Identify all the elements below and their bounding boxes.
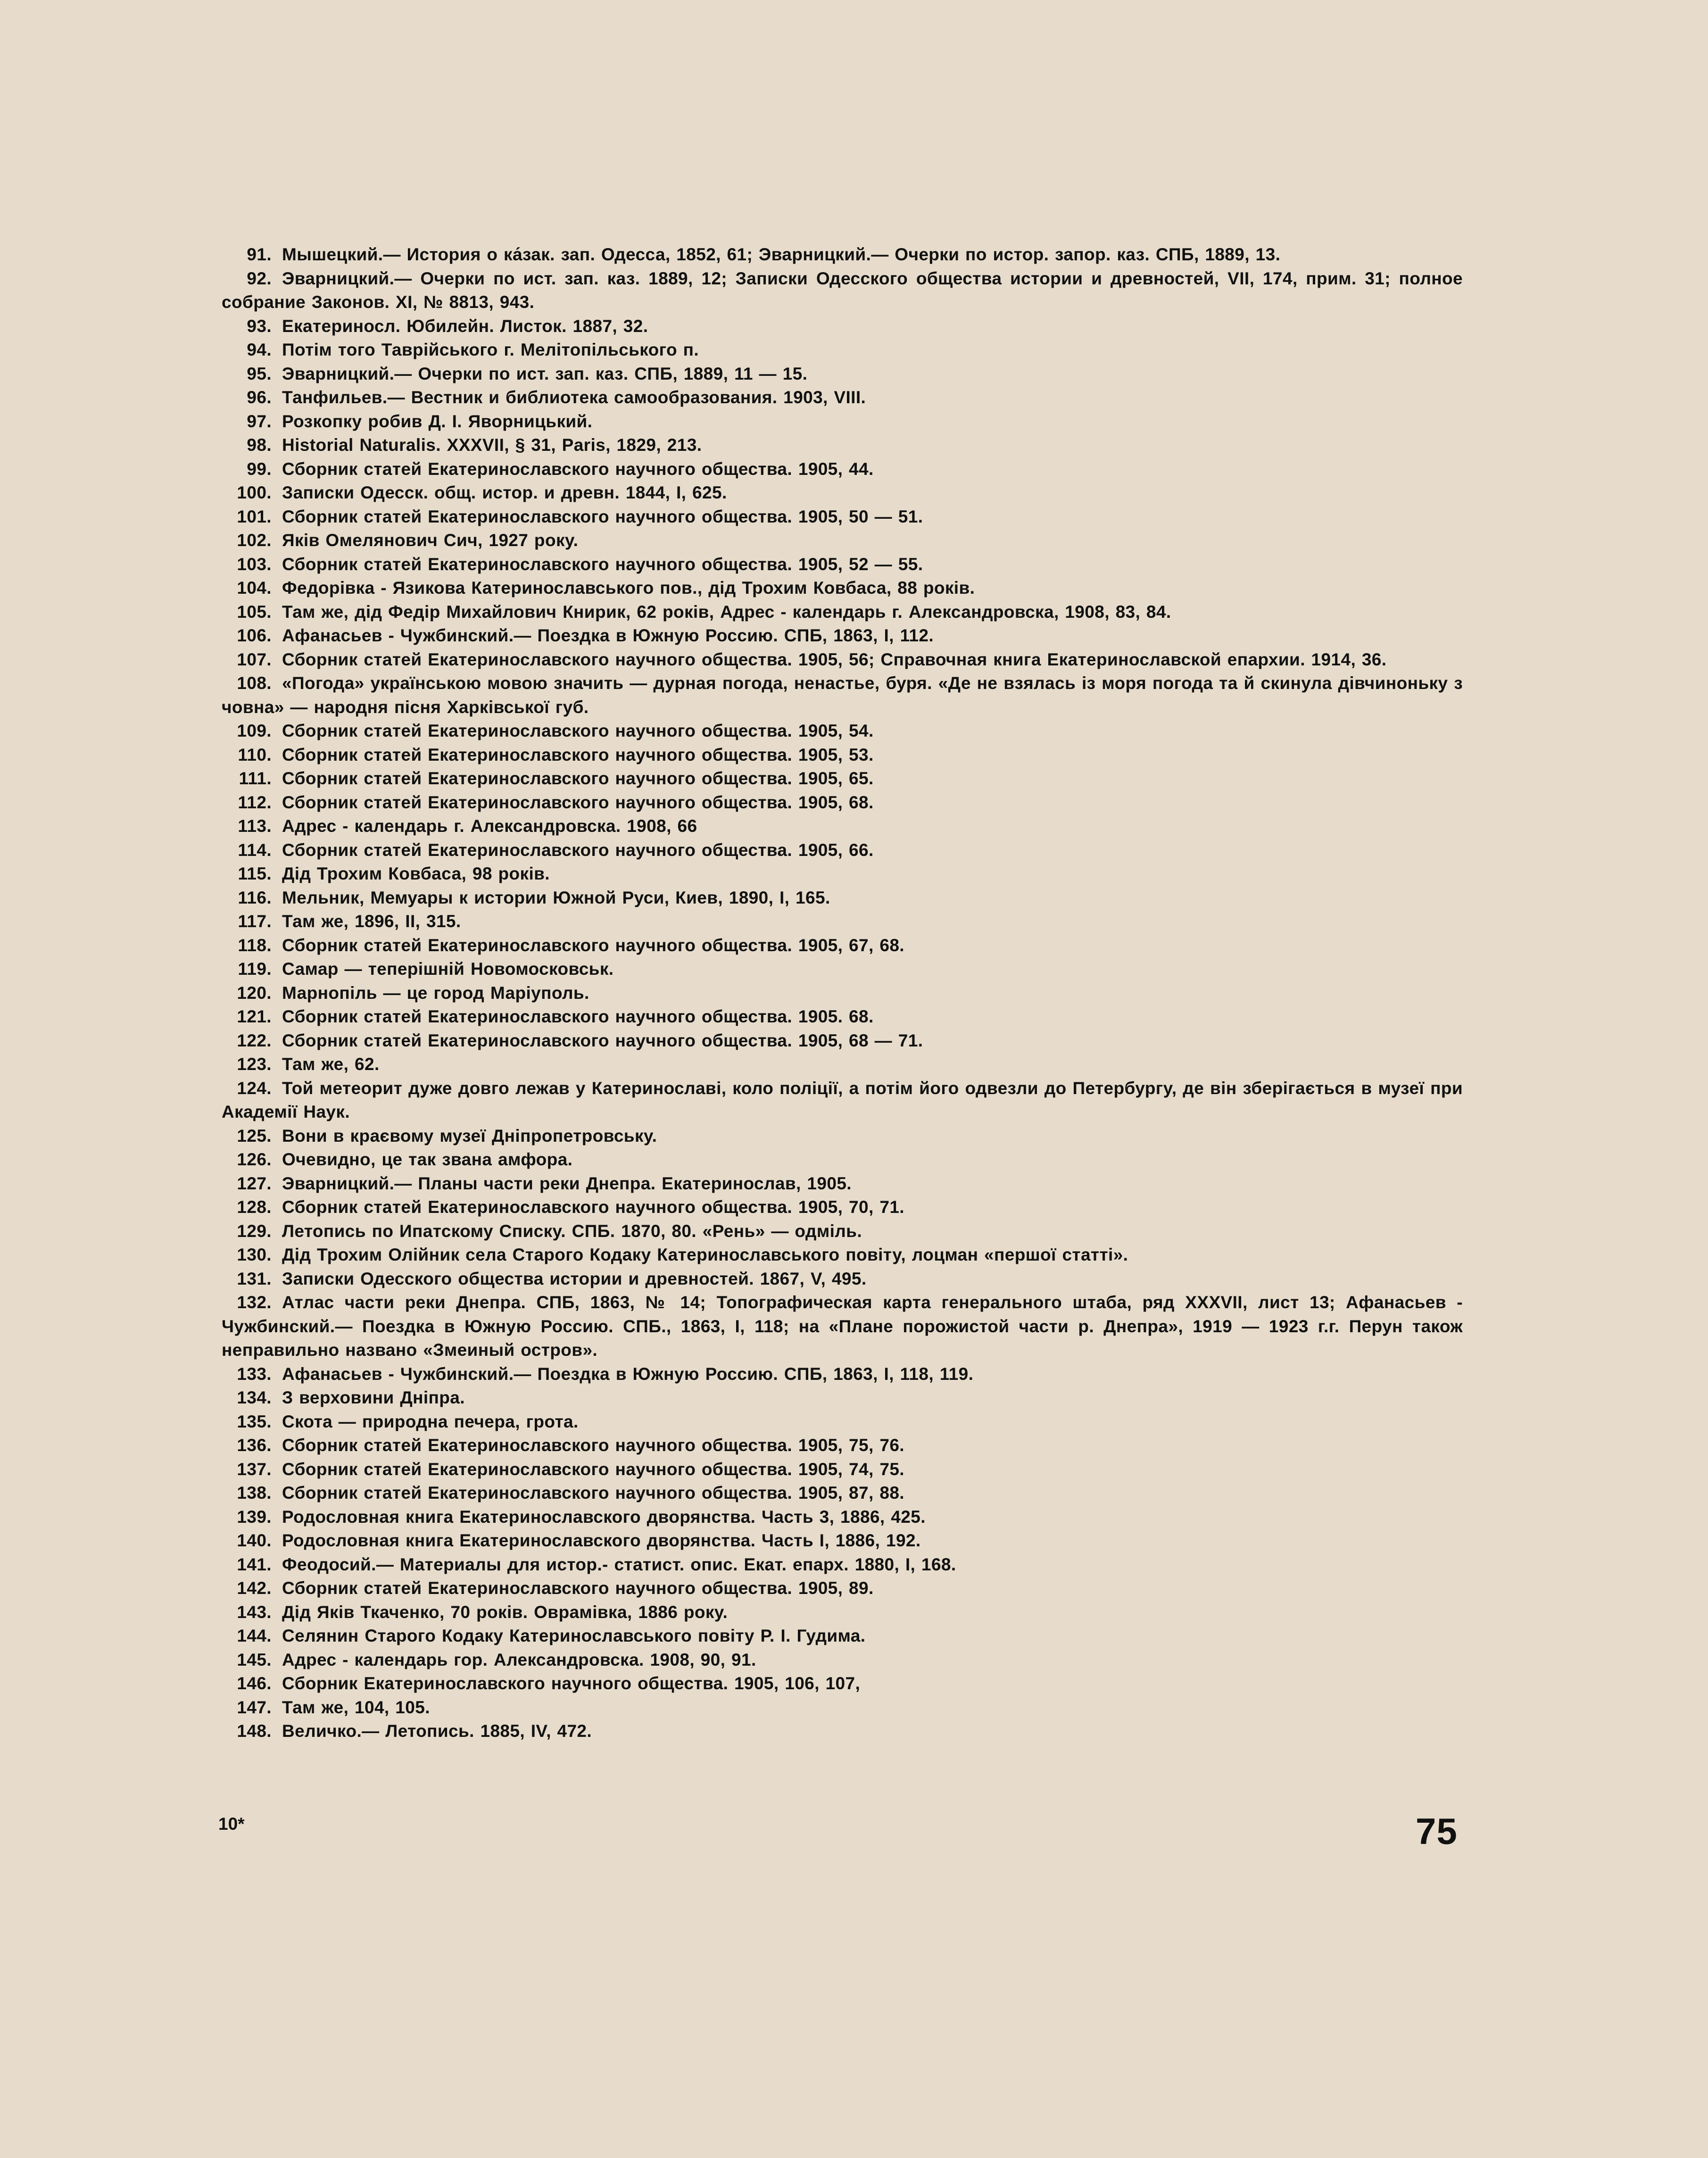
endnote-item — [222, 719, 1463, 743]
endnote-item — [222, 624, 1463, 648]
endnote-item — [222, 362, 1463, 386]
endnote-item — [222, 1243, 1463, 1267]
endnote-text: Афанасьев - Чужбинский.— Поездка в Южную Россию. СПБ, 1863, I, 118, 119. — [282, 1364, 974, 1384]
endnote-item — [222, 529, 1463, 553]
endnote-text: Потім того Таврійського г. Мелітопільського п. — [282, 340, 699, 359]
endnote-number: 148. — [237, 1721, 272, 1741]
endnote-text: Сборник статей Екатеринославского научного общества. 1905, 53. — [282, 745, 874, 764]
endnote-item — [222, 576, 1463, 600]
endnote-number: 113. — [238, 816, 272, 836]
endnote-item — [222, 1410, 1463, 1434]
endnote-number: 141. — [237, 1554, 272, 1574]
endnote-number: 110. — [238, 745, 272, 764]
endnote-number: 109. — [237, 721, 272, 740]
endnote-item — [222, 1481, 1463, 1505]
endnote-text: Сборник статей Екатеринославского научного общества. 1905, 52 — 55. — [282, 554, 923, 574]
endnote-text: Скота — природна печера, грота. — [282, 1411, 579, 1431]
endnote-number: 111. — [239, 769, 272, 788]
endnote-item — [222, 934, 1463, 958]
endnote-item — [222, 814, 1463, 838]
endnote-item — [222, 1648, 1463, 1672]
endnote-text: Дід Яків Ткаченко, 70 років. Оврамівка, 1886 року. — [282, 1602, 728, 1622]
endnote-item — [222, 1267, 1463, 1291]
endnote-number: 95. — [247, 364, 272, 383]
endnote-number: 119. — [238, 959, 272, 979]
endnote-item — [222, 1434, 1463, 1458]
endnote-number: 134. — [237, 1388, 272, 1407]
endnote-text: З верховини Дніпра. — [282, 1388, 465, 1407]
endnote-text: Сборник статей Екатеринославского научного общества. 1905, 74, 75. — [282, 1459, 904, 1479]
endnote-text: «Погода» українською мовою значить — дурная погода, ненастье, буря. «Де не взялась із моря погода та й скинула дівчиноньку з човна» — народня пісня Харківської губ. — [222, 673, 1463, 717]
endnote-item — [222, 1601, 1463, 1625]
endnote-text: Марнопіль — це город Маріуполь. — [282, 983, 589, 1003]
endnote-number: 127. — [237, 1173, 272, 1193]
endnote-number: 97. — [247, 411, 272, 431]
endnote-number: 102. — [237, 531, 272, 550]
endnote-number: 142. — [237, 1578, 272, 1598]
endnote-text: Сборник статей Екатеринославского научного общества. 1905, 44. — [282, 459, 874, 479]
endnote-text: Екатериносл. Юбилейн. Листок. 1887, 32. — [282, 316, 648, 336]
endnote-text: Сборник статей Екатеринославского научного общества. 1905, 50 — 51. — [282, 506, 923, 526]
endnote-number: 101. — [237, 506, 272, 526]
endnote-number: 133. — [237, 1364, 272, 1384]
page-number: 75 — [1416, 1810, 1458, 1852]
endnote-text: Сборник статей Екатеринославского научного общества. 1905, 75, 76. — [282, 1436, 904, 1455]
endnote-number: 128. — [237, 1197, 272, 1217]
endnote-item — [222, 1220, 1463, 1244]
endnote-number: 94. — [247, 340, 272, 359]
endnote-text: Вони в краєвому музеї Дніпропетровську. — [282, 1126, 657, 1145]
endnote-text: Записки Одесского общества истории и древностей. 1867, V, 495. — [282, 1269, 867, 1288]
endnote-item — [222, 862, 1463, 886]
endnote-item — [222, 433, 1463, 457]
endnote-item — [222, 1029, 1463, 1053]
endnote-number: 112. — [238, 792, 272, 812]
endnote-number: 122. — [237, 1030, 272, 1050]
printer-signature-mark: 10* — [218, 1814, 245, 1834]
endnote-text: Сборник статей Екатеринославского научного общества. 1905, 66. — [282, 840, 874, 860]
endnote-text: Сборник статей Екатеринославского научного общества. 1905, 54. — [282, 721, 874, 740]
endnote-item — [222, 1362, 1463, 1386]
endnote-item — [222, 481, 1463, 505]
endnote-number: 108. — [237, 673, 272, 693]
endnote-number: 107. — [237, 649, 272, 669]
endnote-number: 136. — [237, 1436, 272, 1455]
endnote-text: Эварницкий.— Планы части реки Днепра. Екатеринослав, 1905. — [282, 1173, 852, 1193]
endnote-text: Дід Трохим Ковбаса, 98 років. — [282, 864, 550, 883]
endnote-number: 124. — [237, 1078, 272, 1098]
endnote-text: Самар — теперішній Новомосковськ. — [282, 959, 614, 979]
endnote-text: Сборник Екатеринославского научного общества. 1905, 106, 107, — [282, 1674, 861, 1693]
endnote-text: Эварницкий.— Очерки по ист. зап. каз. СПБ, 1889, 11 — 15. — [282, 364, 808, 383]
endnote-text: Там же, дід Федір Михайлович Книрик, 62 років, Адрес - календарь г. Александровска, 1908, 83, 84. — [282, 602, 1171, 622]
endnote-number: 140. — [237, 1531, 272, 1550]
endnote-item — [222, 1529, 1463, 1553]
endnote-text: Сборник статей Екатеринославского научного общества. 1905, 65. — [282, 769, 874, 788]
endnotes-list — [222, 243, 1463, 1743]
endnote-text: Сборник статей Екатеринославского научного общества. 1905, 87, 88. — [282, 1483, 904, 1502]
endnote-number: 144. — [237, 1626, 272, 1645]
endnote-item — [222, 1148, 1463, 1172]
endnote-item — [222, 1672, 1463, 1696]
endnote-number: 123. — [237, 1054, 272, 1074]
endnote-item — [222, 1172, 1463, 1196]
endnote-text: Афанасьев - Чужбинский.— Поездка в Южную Россию. СПБ, 1863, I, 112. — [282, 626, 934, 645]
endnote-item — [222, 1291, 1463, 1362]
endnote-item — [222, 600, 1463, 624]
endnote-number: 120. — [237, 983, 272, 1003]
endnote-number: 104. — [237, 578, 272, 598]
endnote-number: 143. — [237, 1602, 272, 1622]
endnote-item — [222, 243, 1463, 267]
endnote-number: 106. — [237, 626, 272, 645]
endnote-item — [222, 767, 1463, 791]
endnote-text: Родословная книга Екатеринославского дворянства. Часть I, 1886, 192. — [282, 1531, 921, 1550]
endnote-text: Там же, 1896, II, 315. — [282, 912, 461, 931]
endnote-number: 125. — [237, 1126, 272, 1145]
endnote-number: 114. — [238, 840, 272, 860]
endnote-item — [222, 957, 1463, 981]
endnote-number: 137. — [237, 1459, 272, 1479]
endnote-item — [222, 1195, 1463, 1220]
endnote-number: 138. — [237, 1483, 272, 1502]
endnote-item — [222, 648, 1463, 672]
endnote-text: Сборник статей Екатеринославского научного общества. 1905, 67, 68. — [282, 935, 904, 955]
endnote-text: Танфильев.— Вестник и библиотека самообразования. 1903, VIII. — [282, 388, 866, 407]
endnote-item — [222, 1719, 1463, 1743]
endnote-number: 121. — [237, 1007, 272, 1026]
endnote-item — [222, 410, 1463, 434]
endnote-number: 116. — [238, 888, 272, 907]
endnote-number: 96. — [247, 388, 272, 407]
endnote-number: 91. — [247, 245, 272, 264]
endnote-item — [222, 1696, 1463, 1720]
endnote-text: Сборник статей Екатеринославского научного общества. 1905. 68. — [282, 1007, 874, 1026]
endnote-text: Селянин Старого Кодаку Катеринославського повіту Р. І. Гудима. — [282, 1626, 866, 1645]
endnote-text: Величко.— Летопись. 1885, IV, 472. — [282, 1721, 592, 1741]
endnote-item — [222, 1458, 1463, 1482]
endnote-item — [222, 791, 1463, 815]
endnote-text: Сборник статей Екатеринославского научного общества. 1905, 89. — [282, 1578, 874, 1598]
endnote-item — [222, 1124, 1463, 1148]
endnote-number: 98. — [247, 435, 272, 455]
endnote-item — [222, 386, 1463, 410]
endnote-text: Родословная книга Екатеринославского дворянства. Часть 3, 1886, 425. — [282, 1507, 926, 1527]
endnote-text: Федорівка - Язикова Катеринославського пов., дід Трохим Ковбаса, 88 років. — [282, 578, 975, 598]
endnote-number: 103. — [237, 554, 272, 574]
endnote-text: Яків Омелянович Сич, 1927 року. — [282, 531, 579, 550]
endnote-text: Мышецкий.— История о ка́зак. зап. Одесса, 1852, 61; Эварницкий.— Очерки по истор. запор. каз. СПБ, 1889, 13. — [282, 245, 1281, 264]
endnote-text: Эварницкий.— Очерки по ист. зап. каз. 1889, 12; Записки Одесского общества истории и древностей, VII, 174, прим. 31; полное собрание Законов. XI, № 8813, 943. — [222, 268, 1463, 312]
endnote-number: 146. — [237, 1674, 272, 1693]
endnote-item — [222, 672, 1463, 719]
endnote-item — [222, 457, 1463, 481]
endnote-text: Там же, 62. — [282, 1054, 380, 1074]
endnote-item — [222, 553, 1463, 577]
endnote-text: Мельник, Мемуары к истории Южной Руси, Киев, 1890, I, 165. — [282, 888, 830, 907]
endnote-item — [222, 267, 1463, 315]
endnote-text: Той метеорит дуже довго лежав у Катеринославі, коло поліції, а потім його одвезли до Петербургу, де він зберігається в музеї при Академії Наук. — [222, 1078, 1463, 1121]
endnote-text: Там же, 104, 105. — [282, 1697, 430, 1717]
endnote-text: Феодосий.— Материалы для истор.- статист. опис. Екат. епарх. 1880, I, 168. — [282, 1554, 956, 1574]
endnote-item — [222, 1553, 1463, 1577]
endnote-item — [222, 1577, 1463, 1601]
endnote-item — [222, 1505, 1463, 1529]
endnote-text: Записки Одесск. общ. истор. и древн. 1844, I, 625. — [282, 483, 727, 502]
endnote-number: 126. — [237, 1150, 272, 1169]
endnote-number: 100. — [237, 483, 272, 502]
endnote-text: Historial Naturalis. XXXVII, § 31, Paris, 1829, 213. — [282, 435, 702, 455]
endnote-text: Сборник статей Екатеринославского научного общества. 1905, 56; Справочная книга Екатеринославской епархии. 1914, 36. — [282, 649, 1387, 669]
endnote-item — [222, 743, 1463, 767]
endnote-text: Розкопку робив Д. І. Яворницький. — [282, 411, 593, 431]
endnote-text: Сборник статей Екатеринославского научного общества. 1905, 68 — 71. — [282, 1030, 923, 1050]
endnote-number: 92. — [247, 268, 272, 288]
endnote-item — [222, 1077, 1463, 1124]
endnote-text: Сборник статей Екатеринославского научного общества. 1905, 68. — [282, 792, 874, 812]
endnote-number: 145. — [237, 1650, 272, 1669]
endnote-number: 132. — [237, 1293, 272, 1312]
endnote-item — [222, 886, 1463, 910]
endnote-item — [222, 315, 1463, 339]
endnote-text: Дід Трохим Олійник села Старого Кодаку Катеринославського повіту, лоцман «першої статті». — [282, 1245, 1128, 1264]
endnote-item — [222, 838, 1463, 863]
endnote-item — [222, 1386, 1463, 1410]
endnote-item — [222, 1005, 1463, 1029]
endnote-number: 139. — [237, 1507, 272, 1527]
endnote-item — [222, 505, 1463, 529]
endnote-number: 129. — [237, 1221, 272, 1241]
endnote-number: 115. — [238, 864, 272, 883]
endnote-item — [222, 910, 1463, 934]
endnote-number: 130. — [237, 1245, 272, 1264]
endnote-number: 131. — [237, 1269, 272, 1288]
endnote-text: Очевидно, це так звана амфора. — [282, 1150, 573, 1169]
endnote-number: 147. — [237, 1697, 272, 1717]
endnote-text: Сборник статей Екатеринославского научного общества. 1905, 70, 71. — [282, 1197, 904, 1217]
endnote-text: Адрес - календарь гор. Александровска. 1908, 90, 91. — [282, 1650, 756, 1669]
endnote-number: 105. — [237, 602, 272, 622]
endnote-text: Адрес - календарь г. Александровска. 1908, 66 — [282, 816, 697, 836]
endnote-text: Летопись по Ипатскому Списку. СПБ. 1870, 80. «Рень» — одміль. — [282, 1221, 862, 1241]
endnote-item — [222, 338, 1463, 362]
endnote-number: 93. — [247, 316, 272, 336]
endnote-number: 118. — [238, 935, 272, 955]
endnote-item — [222, 1053, 1463, 1077]
endnote-number: 99. — [247, 459, 272, 479]
endnote-number: 135. — [237, 1411, 272, 1431]
endnote-number: 117. — [238, 912, 272, 931]
endnote-item — [222, 1624, 1463, 1648]
endnote-text: Атлас части реки Днепра. СПБ, 1863, № 14; Топографическая карта генерального штаба, ряд XXXVII, лист 13; Афанасьев - Чужбинский.— Поездка в Южную Россию. СПБ., 1863, I, 118; на «Плане порожистой части р. Днепра», 1919 — 1923 г.г. Перун також неправильно названо «Змеиный остров». — [222, 1293, 1463, 1360]
endnote-item — [222, 981, 1463, 1005]
